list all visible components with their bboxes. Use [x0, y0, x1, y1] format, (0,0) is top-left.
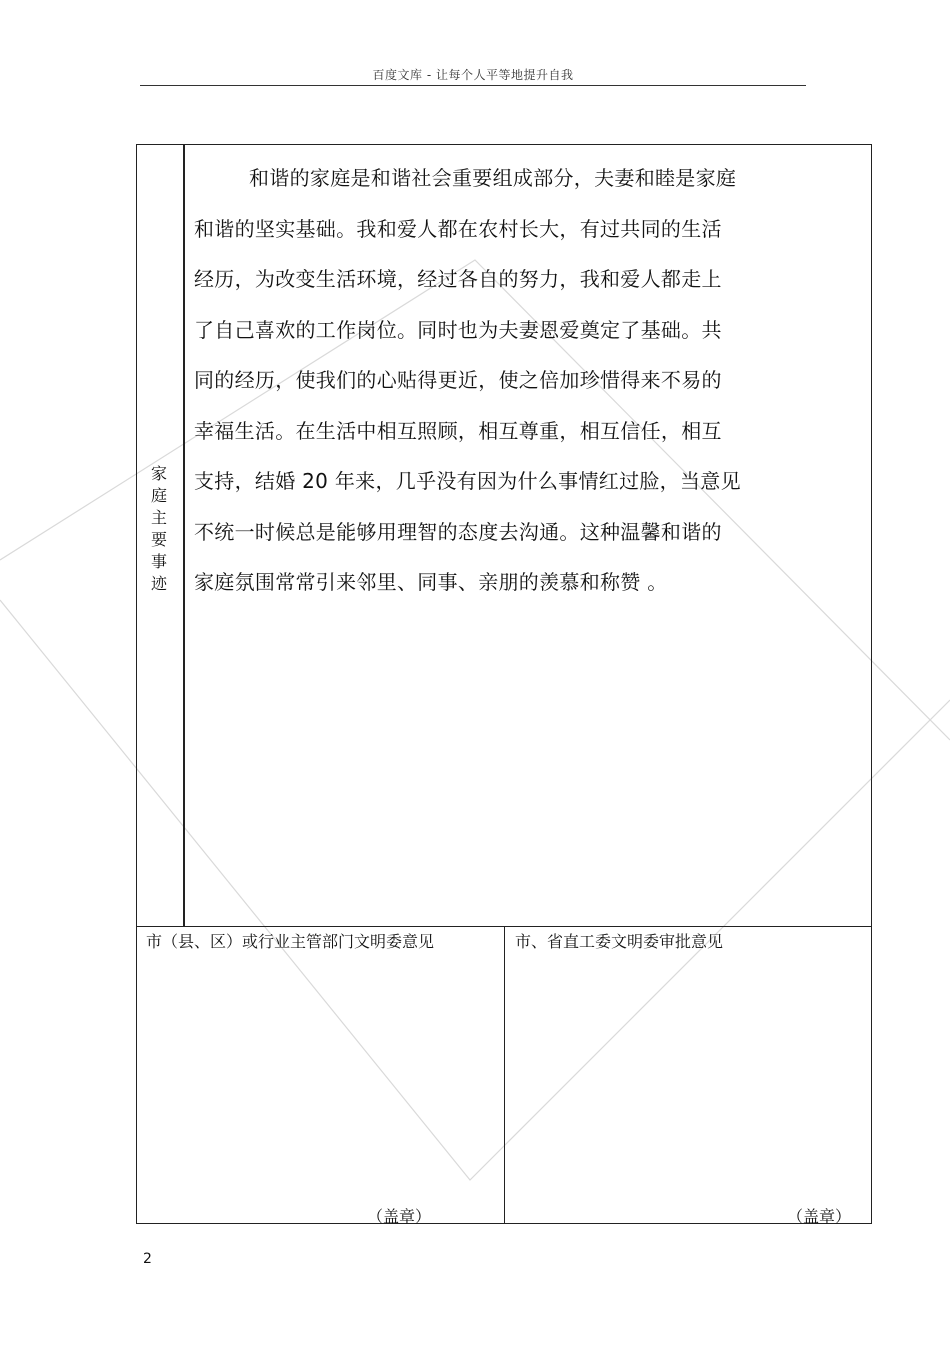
label-column-inner-border: [183, 145, 184, 926]
section-label: 家庭主要事迹: [150, 464, 167, 593]
column-divider: [504, 926, 505, 1223]
header-divider: [140, 85, 806, 86]
paragraph-line: 和谐的家庭是和谐社会重要组成部分，夫妻和睦是家庭: [249, 166, 737, 190]
paragraph-line: 同的经历，使我们的心贴得更近，使之倍加珍惜得来不易的: [194, 368, 722, 392]
form-table: [136, 144, 872, 1224]
paragraph-line: 幸福生活。在生活中相互照顾，相互尊重，相互信任，相互: [194, 418, 722, 443]
city-committee-stamp-label: （盖章）: [367, 1207, 432, 1226]
provincial-committee-opinion-title: 市、省直工委文明委审批意见: [515, 932, 724, 951]
paragraph-line: 不统一时候总是能够用理智的态度去沟通。这种温馨和谐的: [194, 519, 722, 544]
paragraph-line: 了自己喜欢的工作岗位。同时也为夫妻恩爱奠定了基础。共: [194, 317, 722, 342]
city-committee-opinion-title: 市（县、区）或行业主管部门文明委意见: [146, 932, 435, 951]
provincial-committee-stamp-label: （盖章）: [787, 1207, 852, 1226]
paragraph-line: 和谐的坚实基础。我和爱人都在农村长大，有过共同的生活: [194, 216, 722, 241]
page-number: 2: [143, 1251, 152, 1267]
paragraph-line: 经历，为改变生活环境，经过各自的努力，我和爱人都走上: [194, 267, 722, 291]
page-header: 百度文库 - 让每个人平等地提升自我: [372, 68, 574, 82]
paragraph-line: 家庭氛围常常引来邻里、同事、亲朋的羡慕和称赞 。: [194, 570, 668, 594]
family-deeds-content: [194, 153, 864, 608]
paragraph-line: 支持，结婚 20 年来，几乎没有因为什么事情红过脸，当意见: [194, 469, 741, 493]
